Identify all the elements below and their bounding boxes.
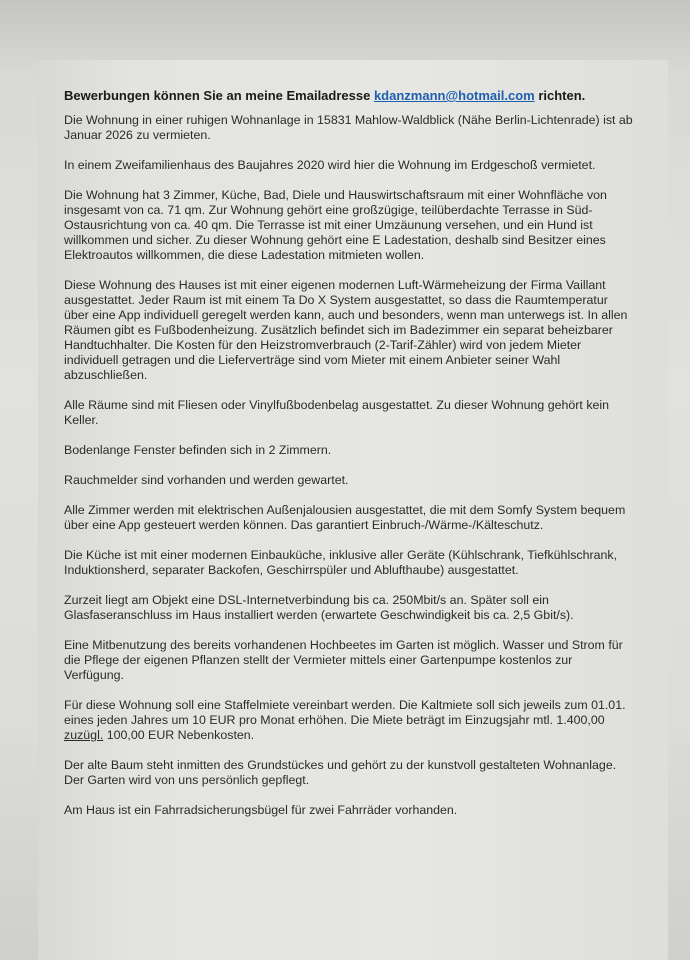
rent-underlined-word: zuzügl. [64,728,104,742]
paragraph-windows: Bodenlange Fenster befinden sich in 2 Zimmern. [64,443,332,457]
paragraph-blinds: Alle Zimmer werden mit elektrischen Außenjalousien ausgestattet, die mit dem Somfy System bequem über eine App gesteuert werden können. Das garantiert Einbruch-/Wärme-/Kälteschutz. [64,503,626,532]
paragraph-kitchen: Die Küche ist mit einer modernen Einbauküche, inklusive aller Geräte (Kühlschrank, Tiefkühlschrank, Induktionsherd, separater Backofen, Geschirrspüler und Ablufthaube) ausgestattet. [64,548,618,577]
email-link[interactable]: kdanzmann@hotmail.com [373,88,535,103]
paragraph-rent [64,698,634,743]
headline [64,88,634,103]
paragraph-rooms: Die Wohnung hat 3 Zimmer, Küche, Bad, Diele und Hauswirtschaftsraum mit einer Wohnfläche von insgesamt von ca. 71 qm. Zur Wohnung gehört eine großzügige, teilüberdachte Terrasse in Süd-Ostausrichtung von ca. 40 qm. Die Terrasse ist mit einer Umzäunung versehen, und ein Hund ist willkommen und sicher. Zu dieser Wohnung gehört eine E Ladestation, deshalb sind Besitzer eines Elektroautos willkommen, die diese Ladestation mitmieten wollen. [64,188,607,262]
rent-text: Für diese Wohnung soll eine Staffelmiete vereinbart werden. Die Kaltmiete soll sich jeweils zum 01.01. eines jeden Jahres um 10 EUR pro Monat erhöhen. Die Miete beträgt im Einzugsjahr mtl. 1.400,00 [64,698,626,727]
paragraph-smoke-detectors: Rauchmelder sind vorhanden und werden gewartet. [64,473,349,487]
document-text [64,88,634,833]
paragraph-floors: Alle Räume sind mit Fliesen oder Vinylfußbodenbelag ausgestattet. Zu dieser Wohnung gehört kein Keller. [64,398,610,427]
rent-text-end: 100,00 EUR Nebenkosten. [103,728,255,742]
paragraph-tree: Der alte Baum steht inmitten des Grundstückes und gehört zu der kunstvoll gestalteten Wohnanlage. Der Garten wird von uns persönlich gepflegt. [64,758,617,787]
headline-text: Bewerbungen können Sie an meine Emailadresse [64,88,374,103]
paragraph-bicycle: Am Haus ist ein Fahrradsicherungsbügel für zwei Fahrräder vorhanden. [64,803,458,817]
paragraph-garden-beds: Eine Mitbenutzung des bereits vorhandenen Hochbeetes im Garten ist möglich. Wasser und Strom für die Pflege der eigenen Pflanzen stellt der Vermieter mittels einer Gartenpumpe kostenlos zur Verfügung. [64,638,623,682]
headline-text-end: richten. [534,88,586,103]
paragraph-location: Die Wohnung in einer ruhigen Wohnanlage in 15831 Mahlow-Waldblick (Nähe Berlin-Lichtenrade) ist ab Januar 2026 zu vermieten. [64,113,633,142]
paragraph-house: In einem Zweifamilienhaus des Baujahres 2020 wird hier die Wohnung im Erdgeschoß vermietet. [64,158,596,172]
paragraph-internet: Zurzeit liegt am Objekt eine DSL-Internetverbindung bis ca. 250Mbit/s an. Später soll ein Glasfaseranschluss im Haus installiert werden (erwartete Geschwindigkeit bis ca. 2,5 Gbit/s). [64,593,574,622]
paragraph-heating: Diese Wohnung des Hauses ist mit einer eigenen modernen Luft-Wärmeheizung der Firma Vaillant ausgestattet. Jeder Raum ist mit einem Ta Do X System ausgestattet, so dass die Raumtemperatur über eine App individuell geregelt werden kann, auch und besonders, wenn man unterwegs ist. In allen Räumen gibt es Fußbodenheizung. Zusätzlich befindet sich im Badezimmer ein separat beheizbarer Handtuchhalter. Die Kosten für den Heizstromverbrauch (2-Tarif-Zähler) wird von jedem Mieter individuell getragen und die Lieferverträge sind vom Mieter mit einem Anbieter seiner Wahl abzuschließen. [64,278,628,382]
